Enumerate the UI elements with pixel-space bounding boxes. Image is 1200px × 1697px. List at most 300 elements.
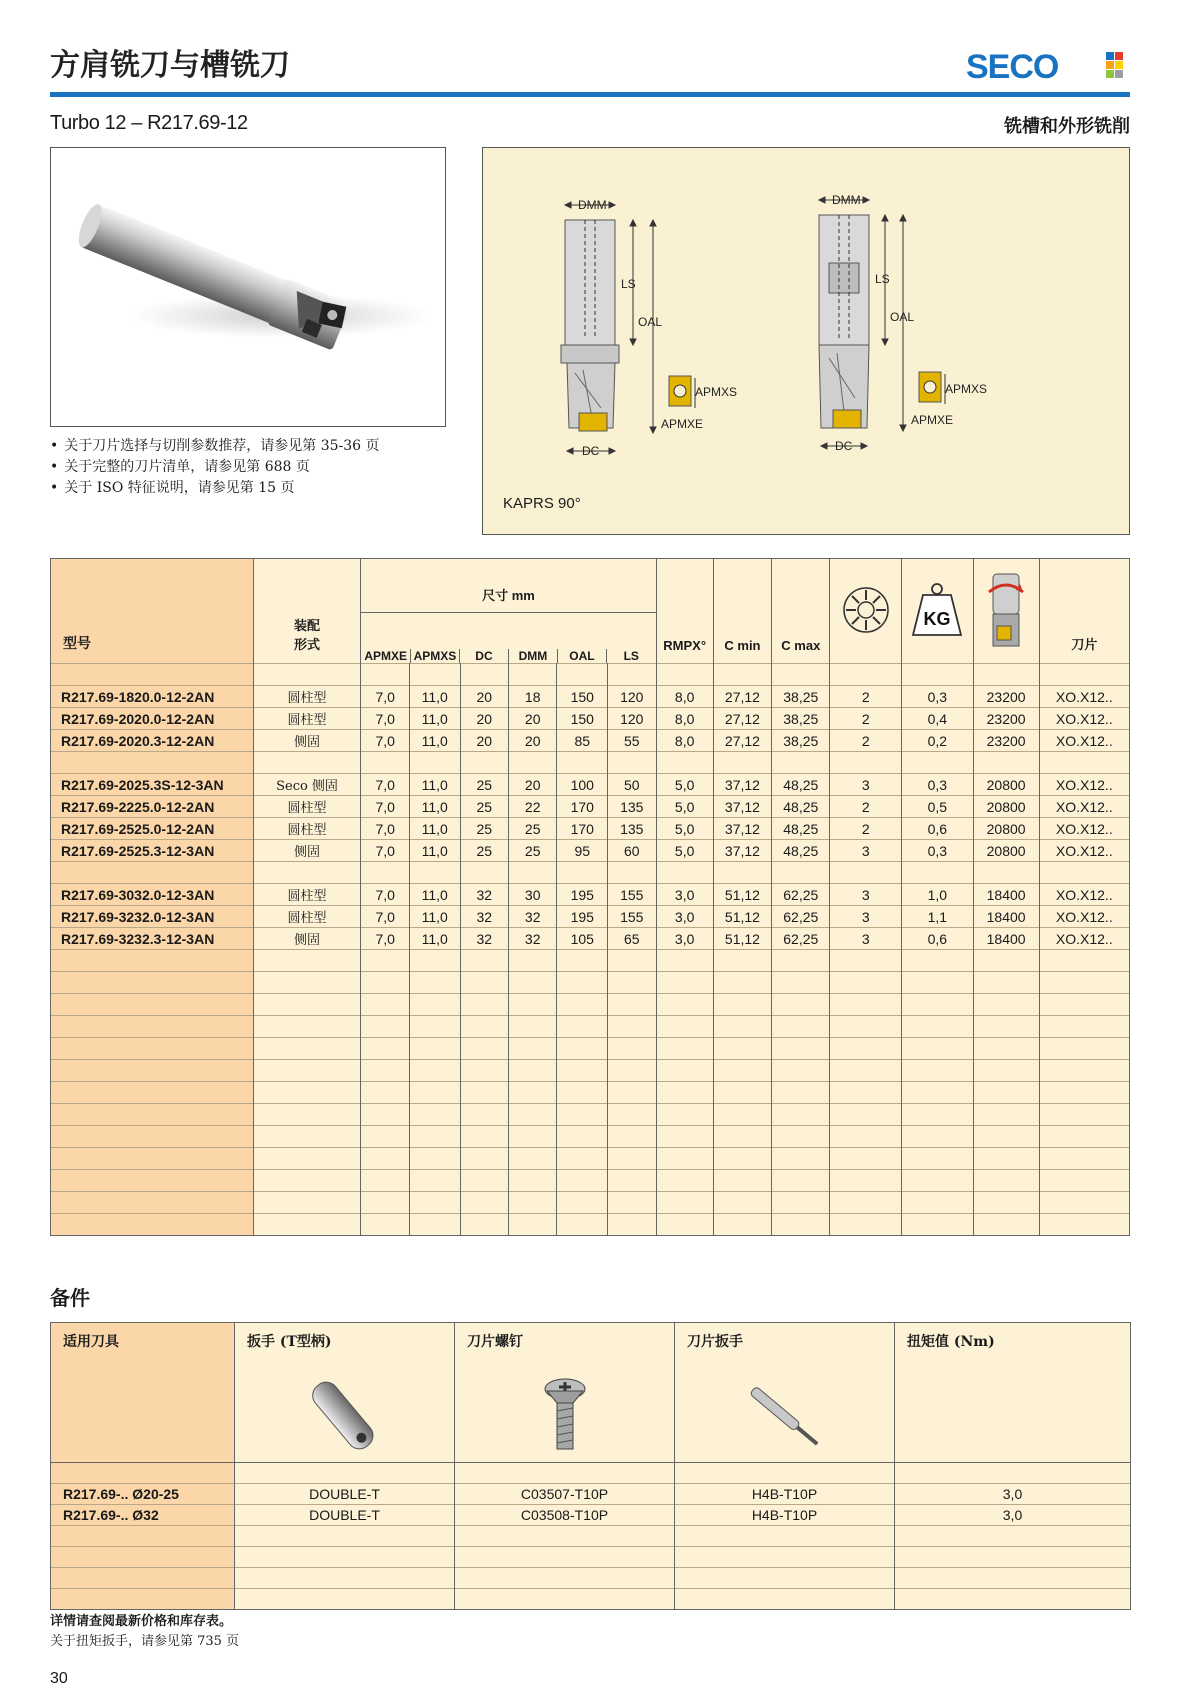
parts-header-screw-label: 刀片螺钉 [467, 1334, 523, 1350]
parts-cell-key: H4B-T10P [675, 1484, 895, 1505]
header-cmin: C min [713, 559, 771, 664]
spec-row [51, 818, 1130, 840]
category-label: 铣槽和外形铣削 [1004, 116, 1130, 137]
note-item: • 关于刀片选择与切削参数推荐，请参见第 35-36 页 [50, 436, 380, 457]
empty-cell [656, 1016, 713, 1038]
cell-ls: 155 [608, 884, 656, 906]
empty-cell [772, 950, 830, 972]
cell-model: R217.69-3232.0-12-3AN [51, 906, 254, 928]
empty-cell [713, 1082, 771, 1104]
cell-mount: 侧固 [253, 928, 361, 950]
empty-cell [772, 1126, 830, 1148]
cell-insert: XO.X12.. [1039, 686, 1129, 708]
cell-model: R217.69-2525.0-12-2AN [51, 818, 254, 840]
empty-cell [772, 1104, 830, 1126]
empty-cell [973, 862, 1039, 884]
empty-cell [830, 862, 902, 884]
cell-cmax: 38,25 [772, 686, 830, 708]
parts-row [51, 1505, 1131, 1526]
cell-z: 2 [830, 730, 902, 752]
note-item: • 关于 ISO 特征说明，请参见第 15 页 [50, 478, 380, 499]
empty-cell [557, 1082, 608, 1104]
empty-cell [51, 1104, 254, 1126]
empty-cell [557, 1126, 608, 1148]
empty-cell [973, 1192, 1039, 1214]
empty-row [51, 972, 1130, 994]
cell-kg: 1,0 [902, 884, 974, 906]
cell-cmin: 37,12 [713, 774, 771, 796]
cell-cmax: 48,25 [772, 774, 830, 796]
weight-icon [909, 581, 965, 639]
empty-cell [830, 972, 902, 994]
empty-row [51, 994, 1130, 1016]
header-mount: 装配 形式 [253, 559, 361, 664]
empty-cell [51, 1170, 254, 1192]
empty-cell [51, 1526, 235, 1547]
empty-cell [713, 972, 771, 994]
cell-cmin: 37,12 [713, 796, 771, 818]
cell-rpm: 20800 [973, 840, 1039, 862]
empty-cell [253, 1060, 361, 1082]
cell-apmxe: 7,0 [361, 730, 409, 752]
empty-cell [608, 1148, 656, 1170]
empty-cell [973, 950, 1039, 972]
empty-cell [713, 1060, 771, 1082]
cell-mount: 侧固 [253, 730, 361, 752]
cell-oal: 170 [557, 818, 608, 840]
empty-cell [51, 950, 254, 972]
cell-dmm: 20 [508, 708, 556, 730]
cell-rmpx: 8,0 [656, 730, 713, 752]
cell-apmxs: 11,0 [409, 906, 460, 928]
empty-cell [557, 862, 608, 884]
insert-screw-icon [535, 1375, 595, 1455]
cell-mount: 圆柱型 [253, 884, 361, 906]
spec-row [51, 708, 1130, 730]
empty-cell [656, 752, 713, 774]
cell-mount: 圆柱型 [253, 796, 361, 818]
notes-list [50, 436, 380, 499]
empty-cell [409, 1170, 460, 1192]
empty-cell [253, 1170, 361, 1192]
empty-cell [902, 862, 974, 884]
cell-dmm: 22 [508, 796, 556, 818]
cell-ls: 120 [608, 686, 656, 708]
empty-row [51, 1526, 1131, 1547]
header-dims: 尺寸 mm [361, 585, 655, 613]
empty-cell [902, 1192, 974, 1214]
spec-row [51, 906, 1130, 928]
cell-z: 2 [830, 686, 902, 708]
parts-header-tool: 适用刀具 [51, 1323, 235, 1463]
note-item: • 关于完整的刀片清单，请参见第 688 页 [50, 457, 380, 478]
empty-cell [895, 1526, 1131, 1547]
empty-cell [713, 1148, 771, 1170]
empty-cell [253, 1192, 361, 1214]
empty-cell [409, 972, 460, 994]
empty-cell [557, 1016, 608, 1038]
empty-cell [973, 972, 1039, 994]
cell-mount: 圆柱型 [253, 906, 361, 928]
label-ls-left: LS [621, 277, 636, 291]
header-ls: LS [623, 649, 639, 663]
empty-cell [409, 1016, 460, 1038]
empty-cell [409, 1126, 460, 1148]
empty-cell [508, 862, 556, 884]
empty-cell [656, 972, 713, 994]
cell-z: 3 [830, 774, 902, 796]
cell-cmin: 27,12 [713, 686, 771, 708]
empty-cell [772, 972, 830, 994]
cell-cmax: 48,25 [772, 796, 830, 818]
spec-row [51, 884, 1130, 906]
cell-apmxe: 7,0 [361, 686, 409, 708]
empty-cell [973, 752, 1039, 774]
empty-cell [713, 1016, 771, 1038]
cell-rmpx: 8,0 [656, 686, 713, 708]
empty-cell [508, 1192, 556, 1214]
empty-cell [253, 862, 361, 884]
empty-cell [508, 994, 556, 1016]
cell-mount: 圆柱型 [253, 818, 361, 840]
parts-table [50, 1322, 1131, 1610]
header-dc: DC [459, 649, 508, 663]
cell-apmxe: 7,0 [361, 796, 409, 818]
cell-insert: XO.X12.. [1039, 818, 1129, 840]
spec-table-body [51, 686, 1130, 1236]
empty-cell [557, 1148, 608, 1170]
cell-insert: XO.X12.. [1039, 708, 1129, 730]
empty-cell [455, 1568, 675, 1589]
empty-cell [235, 1526, 455, 1547]
empty-cell [253, 1016, 361, 1038]
cell-cmax: 48,25 [772, 840, 830, 862]
cell-dmm: 25 [508, 840, 556, 862]
empty-cell [608, 1060, 656, 1082]
empty-cell [973, 1148, 1039, 1170]
cell-apmxs: 11,0 [409, 928, 460, 950]
empty-cell [51, 1547, 235, 1568]
empty-cell [557, 972, 608, 994]
empty-cell [508, 1104, 556, 1126]
empty-cell [656, 994, 713, 1016]
empty-cell [361, 994, 409, 1016]
parts-cell-wrench: DOUBLE-T [235, 1505, 455, 1526]
product-subtitle: Turbo 12 – R217.69-12 [50, 112, 248, 134]
header-apmxs: APMXS [410, 649, 459, 663]
cell-dc: 20 [460, 708, 508, 730]
empty-cell [51, 1568, 235, 1589]
empty-cell [830, 752, 902, 774]
empty-cell [455, 1547, 675, 1568]
cell-ls: 155 [608, 906, 656, 928]
empty-cell [409, 1148, 460, 1170]
empty-cell [508, 1214, 556, 1236]
seco-logo [966, 48, 1126, 82]
empty-cell [772, 1214, 830, 1236]
empty-cell [460, 1038, 508, 1060]
cell-kg: 0,5 [902, 796, 974, 818]
cell-apmxe: 7,0 [361, 928, 409, 950]
empty-cell [772, 1082, 830, 1104]
empty-cell [608, 1170, 656, 1192]
empty-cell [253, 1038, 361, 1060]
empty-cell [460, 1148, 508, 1170]
empty-cell [557, 1214, 608, 1236]
empty-row [51, 1126, 1130, 1148]
empty-cell [253, 1082, 361, 1104]
cell-dc: 25 [460, 818, 508, 840]
cell-apmxe: 7,0 [361, 708, 409, 730]
empty-cell [772, 752, 830, 774]
empty-cell [973, 1060, 1039, 1082]
cell-rmpx: 3,0 [656, 928, 713, 950]
parts-cell-screw: C03508-T10P [455, 1505, 675, 1526]
empty-cell [1039, 1082, 1129, 1104]
label-oal-left: OAL [638, 315, 663, 329]
kaprs-label: KAPRS 90° [503, 495, 581, 512]
cell-ls: 65 [608, 928, 656, 950]
empty-cell [656, 1126, 713, 1148]
cell-oal: 150 [557, 686, 608, 708]
empty-row [51, 1568, 1131, 1589]
empty-row [51, 1148, 1130, 1170]
parts-cell-torque: 3,0 [895, 1505, 1131, 1526]
empty-cell [713, 994, 771, 1016]
cell-z: 2 [830, 708, 902, 730]
empty-cell [557, 1038, 608, 1060]
empty-cell [713, 752, 771, 774]
cell-kg: 0,6 [902, 928, 974, 950]
empty-cell [895, 1547, 1131, 1568]
empty-cell [1039, 752, 1129, 774]
empty-cell [973, 1104, 1039, 1126]
empty-cell [235, 1547, 455, 1568]
empty-row [51, 1060, 1130, 1082]
cell-rpm: 23200 [973, 708, 1039, 730]
empty-cell [409, 862, 460, 884]
empty-cell [51, 972, 254, 994]
t-handle-wrench-icon [300, 1375, 390, 1455]
cell-oal: 85 [557, 730, 608, 752]
empty-cell [460, 862, 508, 884]
empty-cell [895, 1589, 1131, 1610]
empty-cell [902, 972, 974, 994]
empty-cell [1039, 994, 1129, 1016]
empty-cell [253, 1126, 361, 1148]
cell-dc: 25 [460, 840, 508, 862]
empty-cell [51, 1038, 254, 1060]
empty-cell [1039, 1192, 1129, 1214]
empty-cell [508, 972, 556, 994]
label-oal-right: OAL [890, 310, 915, 324]
empty-cell [361, 1170, 409, 1192]
empty-row [51, 752, 1130, 774]
cell-dmm: 20 [508, 730, 556, 752]
empty-cell [608, 972, 656, 994]
dimension-diagram [482, 147, 1130, 535]
empty-cell [713, 1104, 771, 1126]
empty-cell [253, 752, 361, 774]
empty-cell [51, 752, 254, 774]
label-ls-right: LS [875, 272, 890, 286]
empty-cell [557, 1060, 608, 1082]
empty-cell [508, 1060, 556, 1082]
cell-apmxs: 11,0 [409, 840, 460, 862]
empty-cell [902, 1016, 974, 1038]
cell-cmax: 62,25 [772, 906, 830, 928]
empty-cell [902, 1060, 974, 1082]
parts-section-title: 备件 [50, 1286, 90, 1310]
cell-model: R217.69-3232.3-12-3AN [51, 928, 254, 950]
spec-row [51, 840, 1130, 862]
empty-cell [1039, 1104, 1129, 1126]
empty-cell [235, 1568, 455, 1589]
empty-cell [409, 994, 460, 1016]
header-rpm [973, 559, 1039, 664]
cell-cmin: 51,12 [713, 928, 771, 950]
cell-dc: 20 [460, 730, 508, 752]
empty-cell [830, 1170, 902, 1192]
empty-cell [1039, 950, 1129, 972]
empty-row [51, 1104, 1130, 1126]
empty-cell [460, 950, 508, 972]
parts-header-wrench-label: 扳手 (T型柄) [247, 1334, 332, 1350]
empty-cell [361, 862, 409, 884]
empty-cell [361, 1126, 409, 1148]
empty-cell [409, 1192, 460, 1214]
empty-cell [508, 1148, 556, 1170]
empty-cell [608, 1082, 656, 1104]
cell-insert: XO.X12.. [1039, 928, 1129, 950]
parts-cell-tool: R217.69-.. Ø32 [51, 1505, 235, 1526]
empty-cell [772, 1038, 830, 1060]
cell-oal: 195 [557, 906, 608, 928]
empty-cell [508, 1038, 556, 1060]
cell-insert: XO.X12.. [1039, 796, 1129, 818]
empty-cell [772, 1060, 830, 1082]
cell-cmin: 37,12 [713, 840, 771, 862]
footer-line-1: 详情请查阅最新价格和库存表。 [50, 1614, 233, 1629]
empty-cell [557, 1104, 608, 1126]
empty-cell [830, 1082, 902, 1104]
parts-header-torque: 扭矩值 (Nm) [895, 1323, 1131, 1463]
footer-line-2: 关于扭矩扳手，请参见第 735 页 [50, 1634, 240, 1649]
cell-model: R217.69-2025.3S-12-3AN [51, 774, 254, 796]
header-rule [50, 92, 1130, 97]
empty-cell [902, 1082, 974, 1104]
empty-cell [656, 1038, 713, 1060]
empty-cell [902, 1214, 974, 1236]
empty-cell [772, 1170, 830, 1192]
label-apmxs-left: APMXS [695, 385, 738, 399]
cell-rmpx: 3,0 [656, 906, 713, 928]
empty-row [51, 1547, 1131, 1568]
cell-ls: 60 [608, 840, 656, 862]
cell-rmpx: 5,0 [656, 818, 713, 840]
parts-cell-torque: 3,0 [895, 1484, 1131, 1505]
header-apmxe: APMXE [361, 649, 410, 663]
spec-row [51, 686, 1130, 708]
empty-cell [772, 1016, 830, 1038]
cell-model: R217.69-2525.3-12-3AN [51, 840, 254, 862]
parts-table-body [51, 1484, 1131, 1610]
empty-cell [409, 1060, 460, 1082]
header-weight [902, 559, 974, 664]
empty-cell [460, 972, 508, 994]
header-dims-group [361, 559, 656, 664]
empty-cell [608, 862, 656, 884]
cell-rmpx: 5,0 [656, 796, 713, 818]
empty-row [51, 1038, 1130, 1060]
cell-insert: XO.X12.. [1039, 906, 1129, 928]
parts-header-key-label: 刀片扳手 [687, 1334, 743, 1350]
cell-apmxe: 7,0 [361, 774, 409, 796]
header-cmax: C max [772, 559, 830, 664]
empty-cell [409, 950, 460, 972]
empty-cell [656, 1104, 713, 1126]
parts-cell-wrench: DOUBLE-T [235, 1484, 455, 1505]
empty-cell [508, 1126, 556, 1148]
empty-cell [1039, 862, 1129, 884]
empty-cell [830, 1148, 902, 1170]
cell-kg: 0,4 [902, 708, 974, 730]
empty-cell [675, 1568, 895, 1589]
empty-cell [772, 1148, 830, 1170]
empty-cell [557, 752, 608, 774]
empty-cell [830, 1060, 902, 1082]
cell-apmxs: 11,0 [409, 796, 460, 818]
empty-row [51, 1192, 1130, 1214]
empty-cell [51, 1126, 254, 1148]
empty-row [51, 1589, 1131, 1610]
header-rmpx: RMPX° [656, 559, 713, 664]
cell-mount: 圆柱型 [253, 708, 361, 730]
empty-cell [608, 1104, 656, 1126]
empty-cell [460, 1126, 508, 1148]
label-dmm-left: DMM [578, 198, 607, 212]
cell-rpm: 23200 [973, 686, 1039, 708]
empty-cell [51, 994, 254, 1016]
empty-cell [460, 994, 508, 1016]
empty-cell [361, 1038, 409, 1060]
empty-cell [51, 1082, 254, 1104]
cell-kg: 0,2 [902, 730, 974, 752]
cutter-drawing-right [819, 197, 945, 449]
footer-notes [50, 1612, 239, 1652]
cell-dmm: 32 [508, 928, 556, 950]
cell-z: 2 [830, 796, 902, 818]
empty-cell [713, 1038, 771, 1060]
empty-cell [361, 1104, 409, 1126]
label-apmxs-right: APMXS [945, 382, 988, 396]
empty-cell [508, 752, 556, 774]
empty-cell [902, 752, 974, 774]
cell-cmin: 27,12 [713, 708, 771, 730]
empty-cell [973, 1082, 1039, 1104]
parts-cell-screw: C03507-T10P [455, 1484, 675, 1505]
cell-rpm: 18400 [973, 928, 1039, 950]
empty-cell [675, 1547, 895, 1568]
empty-cell [253, 950, 361, 972]
max-rpm-icon [981, 570, 1031, 650]
cell-cmin: 51,12 [713, 906, 771, 928]
empty-row [51, 950, 1130, 972]
empty-cell [830, 1104, 902, 1126]
empty-cell [675, 1589, 895, 1610]
cell-rpm: 18400 [973, 906, 1039, 928]
cell-dmm: 25 [508, 818, 556, 840]
